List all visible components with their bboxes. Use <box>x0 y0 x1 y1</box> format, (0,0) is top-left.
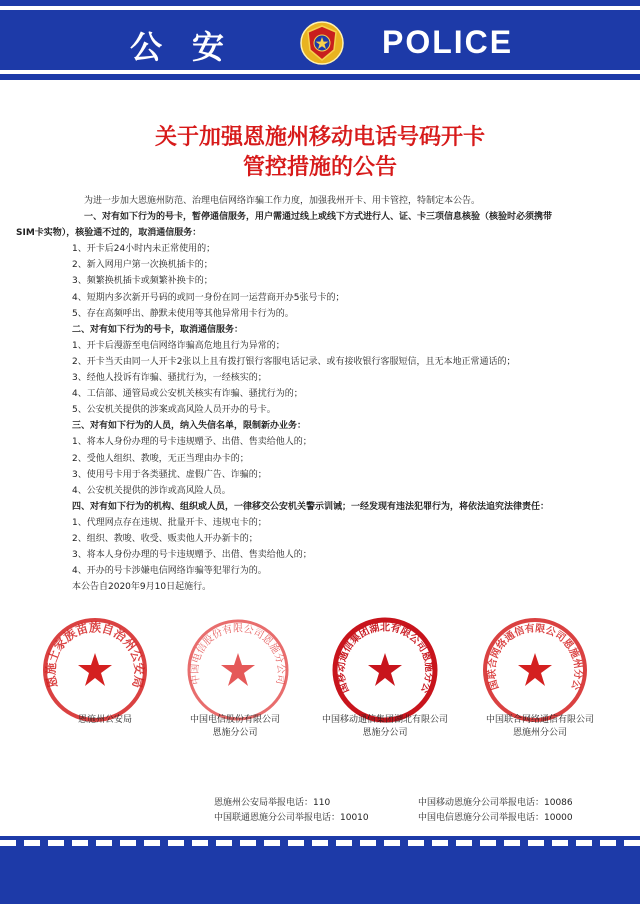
seal-caption: 中国移动通信集团湖北有限公司 恩施分公司 <box>321 715 448 738</box>
seal-china-unicom <box>480 615 590 725</box>
red-seal-icon <box>330 615 440 725</box>
section1-heading-cont: SIM卡实物），核验通不过的，取消通信服务： <box>16 228 202 239</box>
section3-item: 1、将本人身份办理的号卡违规赠予、出借、售卖给他人的； <box>72 437 312 448</box>
notice-title-line2: 管控措施的公告 <box>242 155 397 180</box>
police-header-banner <box>0 0 640 80</box>
seal-china-mobile <box>330 615 440 725</box>
section3-heading: 三、对有如下行为的人员，纳入失信名单，限制新办业务： <box>72 421 307 432</box>
section1-item: 4、短期内多次新开号码的或同一身份在同一运营商开办5张号卡的； <box>72 292 345 303</box>
police-emblem-icon <box>299 20 345 66</box>
section4-heading: 四、对有如下行为的机构、组织或人员，一律移交公安机关警示训诫；一经发现有违法犯罪行为，将依法追究法律责任： <box>72 501 550 512</box>
section3-item: 3、使用号卡用于各类骚扰、虚假广告、诈骗的； <box>72 469 267 480</box>
hotline-unicom: 中国联通恩施分公司举报电话：10010 <box>214 813 369 823</box>
footer-dash-stripe <box>0 840 640 846</box>
red-seal-icon <box>480 615 590 725</box>
section1-item: 5、存在高频呼出、静默未使用等其他异常用卡行为的。 <box>72 308 294 319</box>
official-seals <box>40 615 620 755</box>
header-right-text: POLICE <box>382 24 514 60</box>
section2-item: 3、经他人投诉有诈骗、骚扰行为，一经核实的； <box>72 373 267 384</box>
section4-item: 1、代理网点存在违规、批量开卡、违规屯卡的； <box>72 517 267 528</box>
hotline-telecom: 中国电信恩施分公司举报电话：10000 <box>418 813 573 823</box>
svg-text:中国移动通信集团湖北有限公司恩施分公司: 国移动通信集团湖北有限公司恩施分公 <box>335 622 435 695</box>
svg-text:恩施土家族苗族自治州公安局: 恩施土家族苗族自治州公安局 <box>43 620 147 690</box>
red-seal-icon <box>40 615 150 725</box>
section1-item: 2、新入网用户第一次换机插卡的； <box>72 260 213 271</box>
seal-caption: 中国电信股份有限公司 恩施分公司 <box>189 715 280 738</box>
section1-item: 3、频繁换机插卡或频繁补换卡的； <box>72 276 213 287</box>
section2-item: 1、开卡后漫游至电信网络诈骗高危地且行为异常的； <box>72 340 285 351</box>
section3-item: 2、受他人组织、教唆，无正当理由办卡的； <box>72 453 249 464</box>
seal-caption: 恩施州公安局 <box>77 715 132 725</box>
closing-line: 本公告自2020年9月10日起施行。 <box>72 582 212 593</box>
hotline-mobile: 中国移动恩施分公司举报电话：10086 <box>418 798 573 808</box>
red-seal-icon <box>183 615 293 725</box>
section4-item: 4、开办的号卡涉嫌电信网络诈骗等犯罪行为的。 <box>72 566 267 577</box>
intro-paragraph: 为进一步加大恩施州防范、治理电信网络诈骗工作力度，加强我州开卡、用卡管控，特制定本公告。 <box>84 196 481 206</box>
seal-china-telecom <box>183 615 293 725</box>
hotline-police: 恩施州公安局举报电话：110 <box>214 798 331 808</box>
section3-item: 4、公安机关提供的涉诈或高风险人员。 <box>72 485 231 496</box>
header-stripe-top <box>0 6 640 10</box>
seal-caption: 中国联合网络通信有限公司 恩施州分公司 <box>485 715 594 738</box>
svg-text:中国电信股份有限公司恩施分公司: 中国电信股份有限公司恩施分公司 <box>189 623 287 686</box>
notice-title-line1: 关于加强恩施州移动电话号码开卡 <box>154 125 485 150</box>
header-left-text: 公安 <box>130 28 255 66</box>
section2-item: 2、开卡当天由同一人开卡2张以上且有拨打银行客服电话记录、或有接收银行客服短信，且无本地正常通话的； <box>72 356 516 367</box>
section2-item: 5、公安机关提供的涉案或高风险人员开办的号卡。 <box>72 405 276 416</box>
section4-item: 3、将本人身份办理的号卡违规赠予、出借、售卖给他人的； <box>72 550 312 561</box>
notice-body <box>16 193 592 595</box>
footer-banner <box>0 836 640 904</box>
section4-item: 2、组织、教唆、收受、贩卖他人开办新卡的； <box>72 533 258 544</box>
seal-public-security <box>40 615 150 725</box>
header-stripe-bottom <box>0 70 640 74</box>
section2-item: 4、工信部、通管局或公安机关核实有诈骗、骚扰行为的； <box>72 389 303 400</box>
section1-item: 1、开卡后24小时内未正常使用的； <box>72 244 216 255</box>
svg-text:中国联合网络通信有限公司恩施州分公司: 国联合网络通信有限公司恩施州分公 <box>486 623 584 692</box>
section2-heading: 二、对有如下行为的号卡，取消通信服务： <box>72 324 244 335</box>
section1-heading: 一、对有如下行为的号卡，暂停通信服务，用户需通过线上或线下方式进行人、证、卡三项信息核验（核验时必须携带 <box>84 212 553 223</box>
